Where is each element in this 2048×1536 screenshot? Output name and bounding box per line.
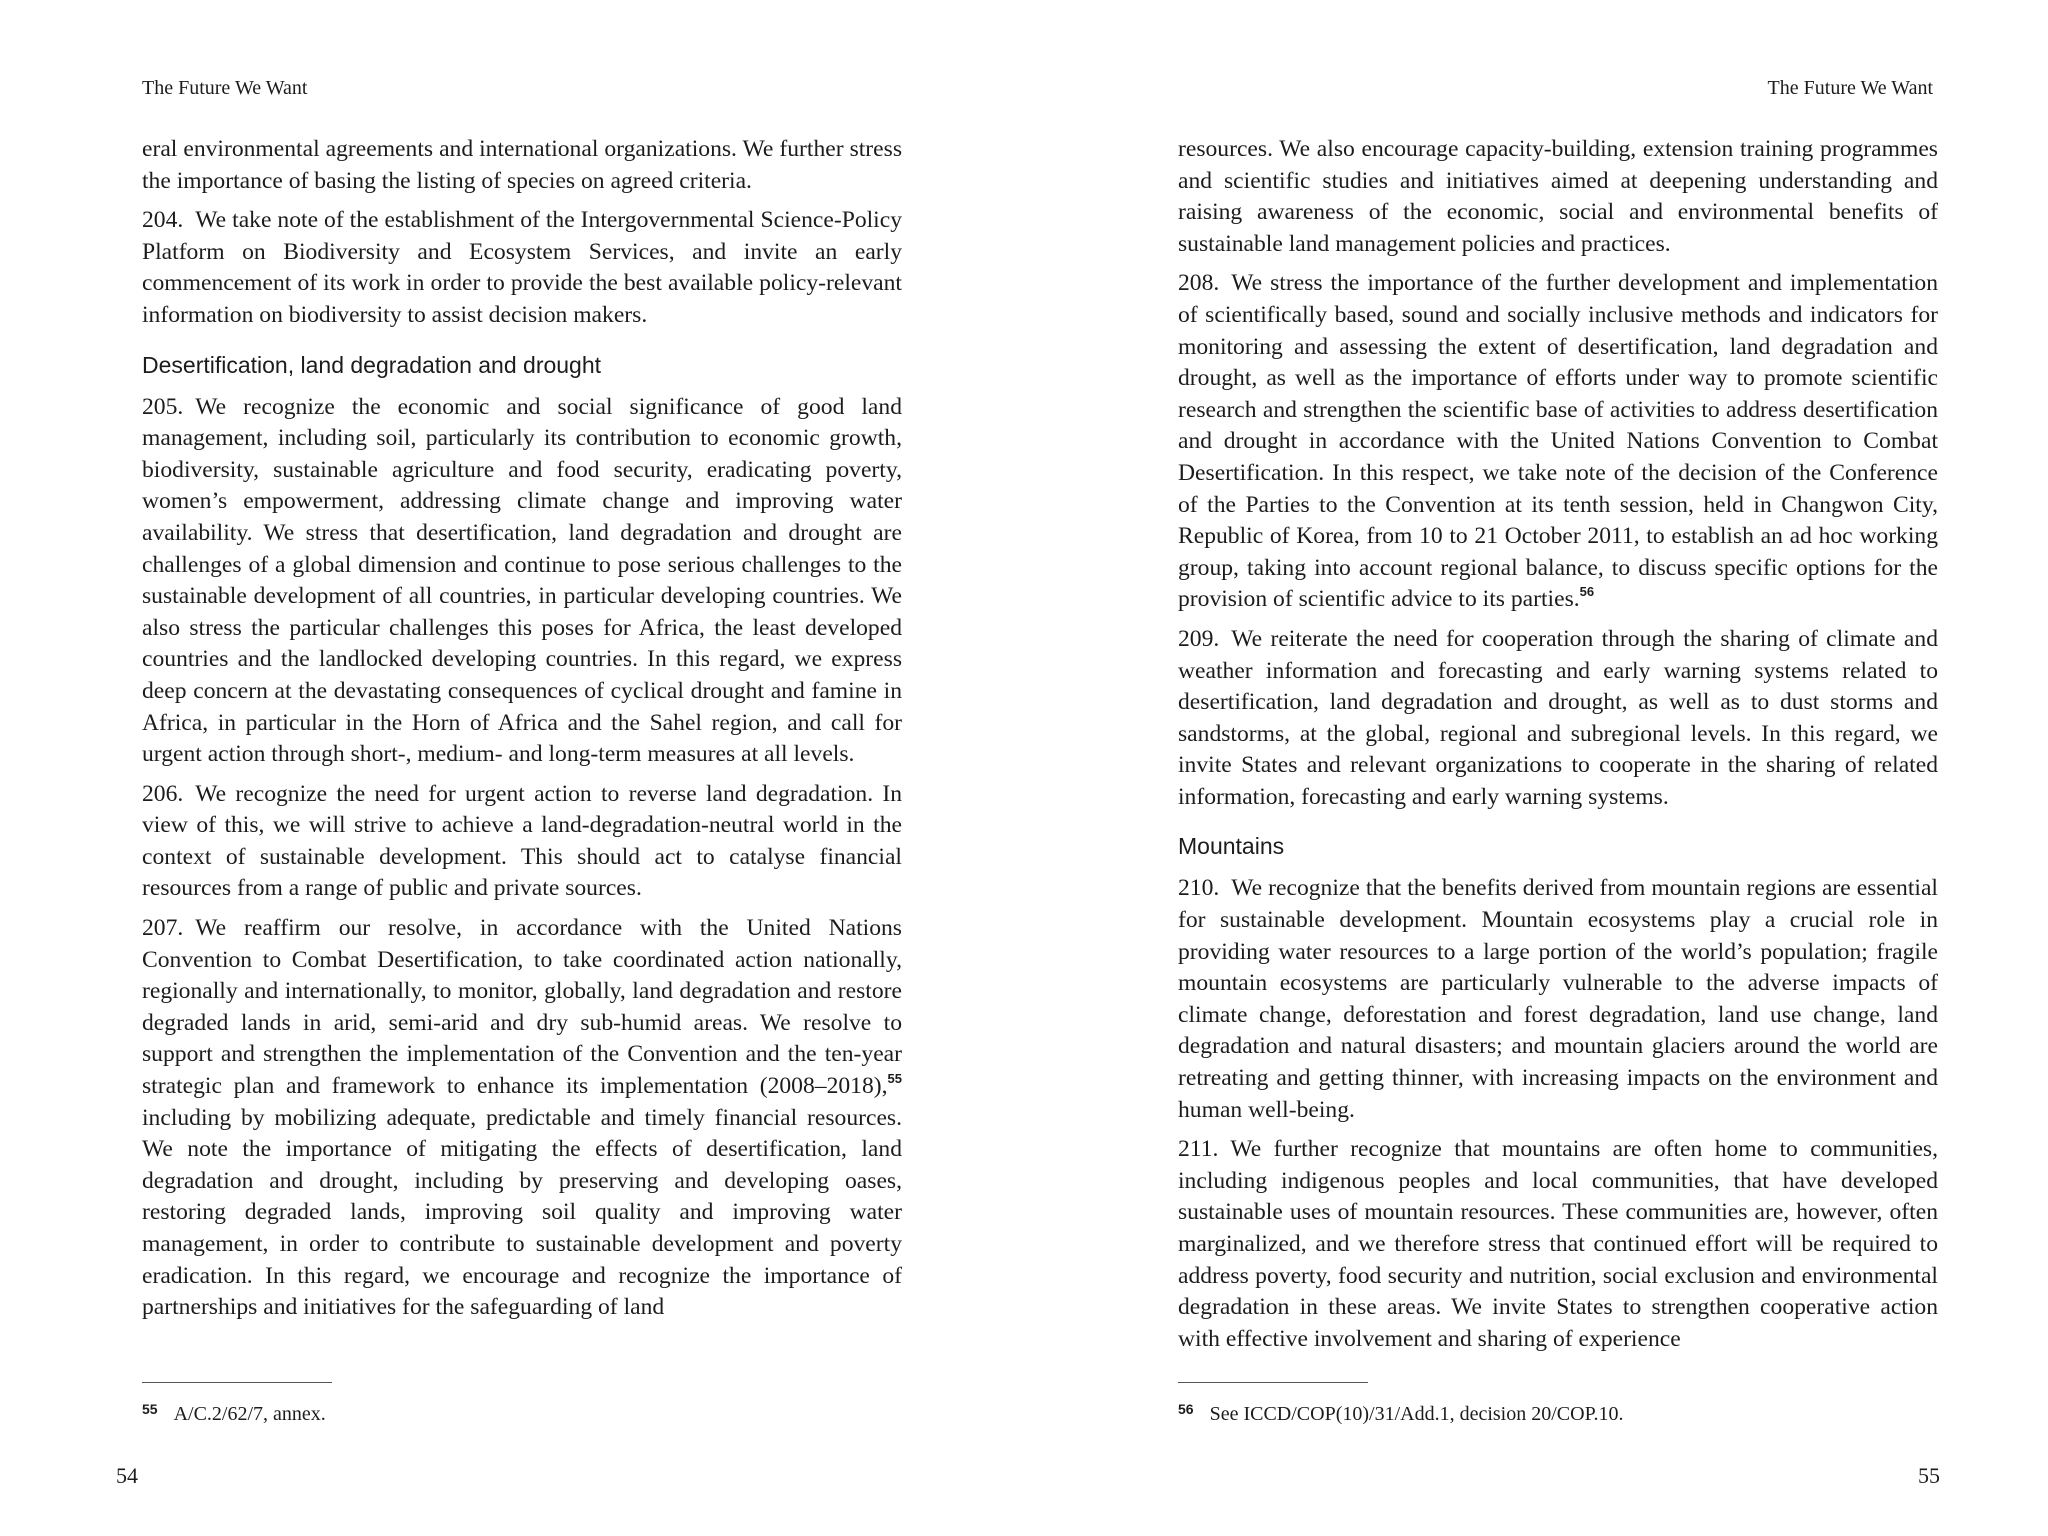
- footnote-55: [142, 1396, 326, 1427]
- footnote-number: 56: [1178, 1401, 1194, 1417]
- paragraph-text: We recognize that the benefits derived from mountain regions are essential for sustainable development. Mountain ecosystems play a crucial role in providing water resources to a large portion of the world’s population; fragile mountain ecosystems are particularly vulnerable to the adverse impacts of climate change, deforestation and forest degradation, land use change, land degradation and natural disasters; and mountain glaciers around the world are retreating and getting thinner, with increasing impacts on the environment and human well-being.: [1178, 875, 1938, 1123]
- paragraph-text: We reaffirm our resolve, in accordance with the United Nations Convention to Combat Desertification, to take coordinated action nationally, regionally and internationally, to monitor, globally, land degradation and restore degraded lands in arid, semi-arid and dry sub-humid areas. We resolve to support and strengthen the implementation of the Convention and the ten-year strategic plan and framework to enhance its implementation (2008–2018),: [142, 915, 902, 1100]
- paragraph-number: 209.: [1178, 625, 1220, 652]
- paragraph-text: We stress the importance of the further development and implementation of scientifically based, sound and socially inclusive methods and indicators for monitoring and assessing the extent of desertification, land degradation and drought, as well as the importance of efforts under way to promote scientific research and strengthen the scientific base of activities to address desertification and drought in accordance with the United Nations Convention to Combat Desertification. In this respect, we take note of the decision of the Conference of the Parties to the Convention at its tenth session, held in Changwon City, Republic of Korea, from 10 to 21 October 2011, to establish an ad hoc working group, taking into account regional balance, to discuss specific options for the provision of scientific advice to its parties.: [1178, 270, 1938, 613]
- paragraph-number: 210.: [1178, 875, 1220, 902]
- paragraph-208: [1178, 268, 1938, 616]
- paragraph-210: [1178, 873, 1938, 1126]
- paragraph-text: We further recognize that mountains are often home to communities, including indigenous peoples and local communities, that have developed sustainable uses of mountain resources. These communities are, however, often marginalized, and we therefore stress that continued effort will be required to address poverty, food security and nutrition, social exclusion and environmental degradation in these areas. We invite States to strengthen cooperative action with effective involvement and sharing of experience: [1178, 1136, 1938, 1352]
- paragraph-207: [142, 913, 902, 1324]
- paragraph-205: [142, 392, 902, 771]
- paragraph-number: 207.: [142, 915, 184, 942]
- section-heading-mountains: Mountains: [1178, 833, 1285, 860]
- footnote-reference-56[interactable]: 56: [1579, 584, 1595, 600]
- paragraph-number: 205.: [142, 393, 184, 420]
- right-page: [1024, 0, 2048, 1536]
- paragraph-text: We reiterate the need for cooperation through the sharing of climate and weather information and forecasting and early warning systems related to desertification, land degradation and drought, as well as to dust storms and sandstorms, at the global, regional and subregional levels. In this regard, we invite States and relevant organizations to cooperate in the sharing of related information, forecasting and early warning systems.: [1178, 625, 1938, 810]
- footnote-text: A/C.2/62/7, annex.: [173, 1403, 326, 1425]
- footnote-divider: [1178, 1382, 1368, 1383]
- footnote-text: See ICCD/COP(10)/31/Add.1, decision 20/COP.10.: [1209, 1403, 1624, 1425]
- paragraph-209: [1178, 624, 1938, 814]
- footnote-reference-55[interactable]: 55: [887, 1071, 902, 1087]
- continuation-paragraph: [1178, 134, 1938, 260]
- paragraph-number: 211.: [1178, 1136, 1219, 1163]
- paragraph-number: 206.: [142, 780, 184, 807]
- paragraph-text-continued: including by mobilizing adequate, predictable and timely financial resources. We note the importance of mitigating the effects of desertification, land degradation and drought, including by preserving and developing oases, restoring degraded lands, improving soil quality and improving water management, in order to contribute to sustainable development and poverty eradication. In this regard, we encourage and recognize the importance of partnerships and initiatives for the safeguarding of land: [142, 1104, 902, 1321]
- continuation-text: resources. We also encourage capacity-building, extension training programmes and scientific studies and initiatives aimed at deepening understanding and raising awareness of the economic, social and environmental benefits of sustainable land management policies and practices.: [1178, 136, 1938, 257]
- paragraph-text: We recognize the need for urgent action to reverse land degradation. In view of this, we will strive to achieve a land-degradation-neutral world in the context of sustainable development. This should act to catalyse financial resources from a range of public and private sources.: [142, 780, 902, 902]
- footnote-number: 55: [142, 1401, 158, 1417]
- continuation-text: eral environmental agreements and international organizations. We further stress the importance of basing the listing of species on agreed criteria.: [142, 136, 902, 194]
- paragraph-211: [1178, 1134, 1938, 1355]
- continuation-paragraph: [142, 134, 902, 197]
- paragraph-number: 204.: [142, 207, 184, 234]
- paragraph-text: We recognize the economic and social significance of good land management, including soil, particularly its contribution to economic growth, biodiversity, sustainable agriculture and food security, eradicating poverty, women’s empowerment, addressing climate change and improving water availability. We stress that desertification, land degradation and drought are challenges of a global dimension and continue to pose serious challenges to the sustainable development of all countries, in particular developing countries. We also stress the particular challenges this poses for Africa, the least developed countries and the landlocked developing countries. In this regard, we express deep concern at the devastating consequences of cyclical drought and famine in Africa, in particular in the Horn of Africa and the Sahel region, and call for urgent action through short-, medium- and long-term measures at all levels.: [142, 393, 902, 768]
- section-heading-desertification: Desertification, land degradation and drought: [142, 351, 602, 378]
- paragraph-204: [142, 205, 902, 331]
- paragraph-number: 208.: [1178, 270, 1220, 297]
- running-head-right: The Future We Want: [1767, 77, 1933, 99]
- footnote-56: [1178, 1396, 1623, 1427]
- page-number-left: 54: [116, 1463, 138, 1488]
- paragraph-text: We take note of the establishment of the Intergovernmental Science-Policy Platform on Biodiversity and Ecosystem Services, and invite an early commencement of its work in order to provide the best available policy-relevant information on biodiversity to assist decision makers.: [142, 207, 902, 328]
- footnote-divider: [142, 1382, 332, 1383]
- body-text-left: [142, 134, 902, 1332]
- page-number-right: 55: [1918, 1463, 1940, 1488]
- running-head-left: The Future We Want: [142, 77, 308, 99]
- body-text-right: [1178, 134, 1938, 1363]
- paragraph-206: [142, 779, 902, 905]
